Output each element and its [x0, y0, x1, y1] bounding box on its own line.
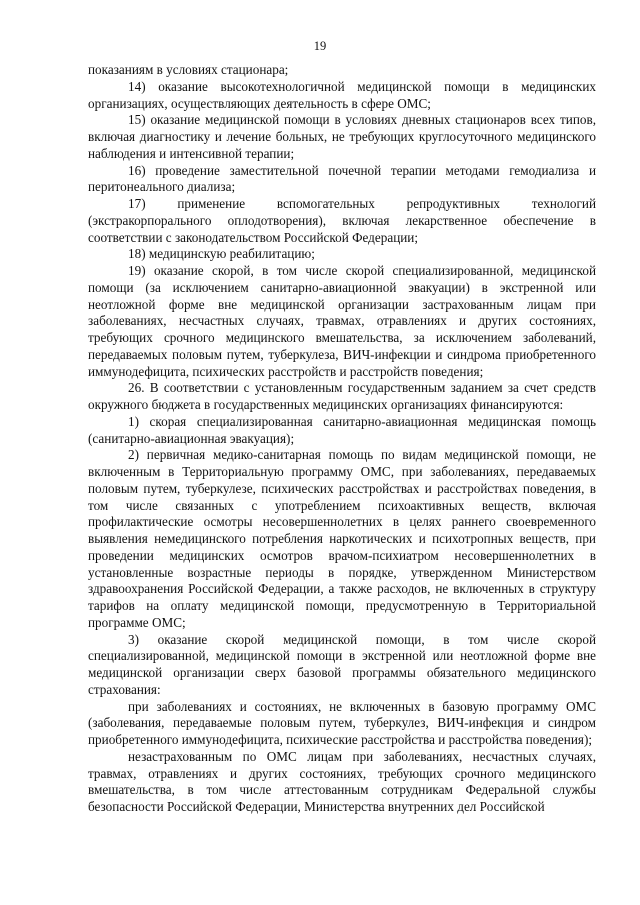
paragraph-item-18: 18) медицинскую реабилитацию; [128, 246, 315, 262]
paragraph-item-17: 17) применение вспомогательных репродуктивных технологий (экстракорпорального оплодотворения), включая лекарственное обеспечение в соответствии с законодательством Российской Федерации; [88, 196, 596, 245]
paragraph-section-26-item-2: 2) первичная медико-санитарная помощь по видам медицинской помощи, не включенным в Территориальную программу ОМС, при заболеваниях, передаваемых половым путем, туберкулезе, психических расстройствах и расстройствах поведения, в том числе связанных с употреблением психоактивных веществ, включая профилактические осмотры несовершеннолетних в целях раннего своевременного выявления немедицинского потребления наркотических и психотропных веществ, при проведении медицинских осмотров врачом-психиатром несовершеннолетних в установленные возрастные периоды в порядке, утвержденном Министерством здравоохранения Российской Федерации, а также расходов, не включенных в структуру тарифов на оплату медицинской помощи, предусмотренную в Территориальной программе ОМС; [88, 447, 596, 630]
paragraph-section-26: 26. В соответствии с установленным государственным заданием за счет средств окружного бюджета в государственных медицинских организациях финансируются: [88, 380, 596, 412]
paragraph-subitem-diseases: при заболеваниях и состояниях, не включенных в базовую программу ОМС (заболевания, передаваемые половым путем, туберкулез, ВИЧ-инфекция и синдром приобретенного иммунодефицита, психические расстройства и расстройства поведения); [88, 698, 596, 747]
paragraph-item-15: 15) оказание медицинской помощи в условиях дневных стационаров всех типов, включая диагностику и лечение больных, не требующих круглосуточного медицинского наблюдения и интенсивной терапии; [88, 112, 596, 161]
page-number: 19 [313, 39, 327, 53]
paragraph-item-16: 16) проведение заместительной почечной терапии методами гемодиализа и перитонеального диализа; [88, 162, 596, 195]
paragraph-subitem-uninsured: незастрахованным по ОМС лицам при заболеваниях, несчастных случаях, травмах, отравлениях и других состояниях, требующих срочного медицинского вмешательства, в том числе аттестованным сотрудникам Федеральной службы безопасности Российской Федерации, Министерства внутренних дел Российской [88, 748, 596, 814]
paragraph-item-19: 19) оказание скорой, в том числе скорой специализированной, медицинской помощи (за исключением санитарно-авиационной эвакуации) в экстренной или неотложной форме вне медицинской организации застрахованным лицам при заболеваниях, несчастных случаях, травмах, отравлениях и других состояниях, требующих срочного медицинского вмешательства, за исключением заболеваний, передаваемых половым путем, туберкулеза, ВИЧ-инфекции и синдрома приобретенного иммунодефицита, психических расстройств и расстройств поведения; [88, 263, 596, 379]
paragraph-section-26-item-3: 3) оказание скорой медицинской помощи, в том числе скорой специализированной, медицинской помощи в экстренной или неотложной форме вне медицинской организации сверх базовой программы обязательного медицинского страхования: [88, 631, 596, 697]
paragraph-item-14: 14) оказание высокотехнологичной медицинской помощи в медицинских организациях, осуществляющих деятельность в сфере ОМС; [88, 78, 596, 111]
paragraph-section-26-item-1: 1) скорая специализированная санитарно-авиационная медицинская помощь (санитарно-авиационная эвакуация); [88, 413, 596, 446]
paragraph-continuation: показаниям в условиях стационара; [88, 62, 289, 77]
document-body [88, 62, 596, 816]
